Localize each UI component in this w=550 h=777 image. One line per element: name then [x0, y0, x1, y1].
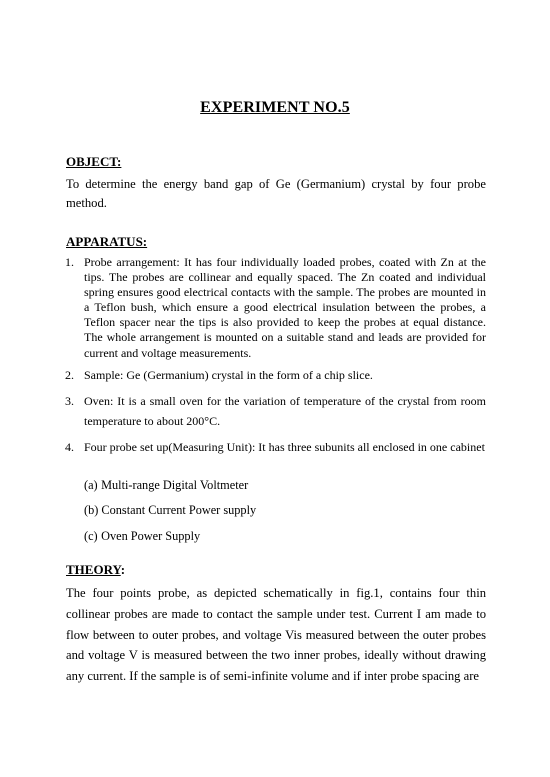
sub-list-text: Multi-range Digital Voltmeter — [101, 478, 249, 492]
list-item-number: 4. — [65, 439, 74, 454]
list-item — [65, 367, 486, 383]
sub-list-label: (b) — [84, 503, 99, 517]
sub-list-item — [84, 503, 256, 518]
list-item-number: 1. — [65, 255, 74, 269]
theory-text: The four points probe, as depicted schematically in fig.1, contains four thin collinear probes are made to contact the sample under test. Current I am made to flow between to outer probes, and voltage Vis measured between the outer probes and voltage V is measured between the two inner probes, ideally without drawing any current. If the sample is of semi-infinite volume and if inter probe spacing are — [66, 586, 486, 684]
page-title: EXPERIMENT NO.5 — [200, 99, 350, 116]
sub-list-text: Constant Current Power supply — [101, 503, 257, 517]
sub-list-label: (c) — [84, 529, 98, 543]
sub-list-text: Oven Power Supply — [101, 529, 201, 543]
sub-list-item — [84, 529, 200, 544]
apparatus-list — [65, 255, 486, 463]
list-item-text: Oven: It is a small oven for the variation of temperature of the crystal from room temperature to about 200°C. — [84, 393, 486, 428]
sub-list-item — [84, 478, 248, 493]
list-item-number: 2. — [65, 367, 74, 382]
apparatus-heading: APPARATUS: — [66, 234, 148, 249]
list-item-text: Four probe set up(Measuring Unit): It has three subunits all enclosed in one cabinet — [84, 439, 485, 454]
list-item — [65, 255, 486, 361]
object-text: To determine the energy band gap of Ge (Germanium) crystal by four probe method. — [66, 177, 486, 210]
list-item-number: 3. — [65, 393, 74, 408]
theory-heading: THEORY — [66, 562, 121, 577]
object-heading: OBJECT: — [66, 154, 122, 169]
theory-heading-colon: : — [120, 562, 126, 577]
list-item — [65, 391, 486, 431]
theory-heading-wrap — [66, 562, 125, 578]
list-item-text: Sample: Ge (Germanium) crystal in the form of a chip slice. — [84, 367, 373, 382]
list-item-text: Probe arrangement: It has four individually loaded probes, coated with Zn at the tips. The probes are collinear and equally spaced. The Zn coated and individual spring ensures good electrical contacts with the sample. The probes are mounted in a Teflon bush, which ensure a good electrical insulation between the probes, a Teflon spacer near the tips is also provided to keep the probes at equal distance. The whole arrangement is mounted on a suitable stand and leads are provided for current and voltage measurements. — [84, 255, 486, 360]
list-item — [65, 437, 486, 457]
sub-list-label: (a) — [84, 478, 98, 492]
